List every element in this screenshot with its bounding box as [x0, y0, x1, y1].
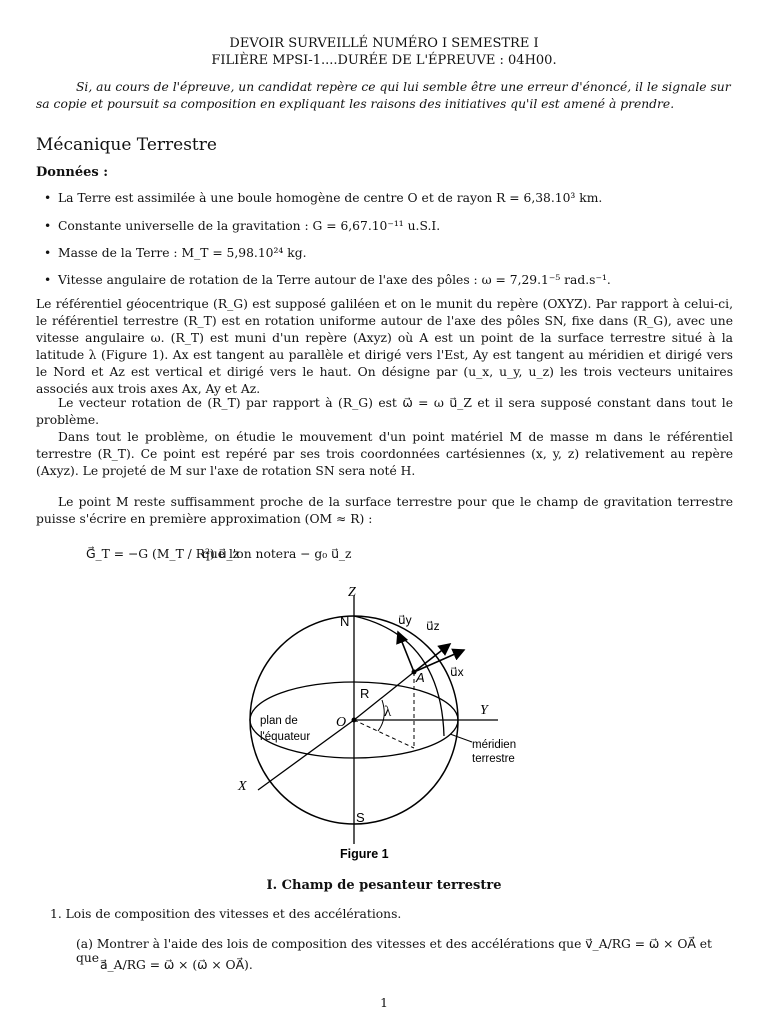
label-r: R	[360, 686, 370, 701]
section-title: Mécanique Terrestre	[36, 135, 217, 155]
figure-caption: Figure 1	[340, 847, 389, 861]
part-title: I. Champ de pesanteur terrestre	[266, 878, 502, 893]
paragraph: Le référentiel géocentrique (R_G) est supposé galiléen et on le munit du repère (OXYZ). Par rapport à celui-ci, le référentiel terrestre (R_T) est en rotation uniforme autour de l'axe des pôles SN, fixe dans (R_G), avec une vitesse angulaire ω. (R_T) est muni d'un repère (Axyz) où A est un point de la surface terrestre situé à la latitude λ (Figure 1). Ax est tangent au parallèle et dirigé vers l'Est, Ay est tangent au méridien et dirigé vers le Nord et Az est vertical et dirigé vers le haut. On désigne par (u_x, u_y, u_z) les trois vecteurs unitaires associés aux trois axes Ax, Ay et Az.	[36, 297, 733, 396]
bullet-item: • La Terre est assimilée à une boule homogène de centre O et de rayon R = 6,38.10³ km.	[58, 191, 602, 205]
page-number: 1	[380, 996, 388, 1010]
question-1a-line-1: (a) Montrer à l'aide des lois de composition des vitesses et des accélérations que v⃗_A/RG = ω⃗ × OA⃗ et que	[76, 937, 712, 965]
label-meridien-1: méridien	[472, 739, 517, 751]
header-line-1: DEVOIR SURVEILLÉ NUMÉRO I SEMESTRE I	[229, 36, 539, 51]
label-meridien-2: terrestre	[472, 753, 515, 765]
label-a: A	[416, 670, 425, 685]
label-ux: u⃗x	[450, 665, 464, 679]
header-line-2: FILIÈRE MPSI-1....DURÉE DE L'ÉPREUVE : 04H00.	[211, 53, 557, 68]
paragraph: Le point M reste suffisamment proche de la surface terrestre pour que le champ de gravitation terrestre puisse s'écrire en première approximation (OM ≈ R) :	[36, 495, 733, 526]
label-plan-1: plan de	[260, 715, 298, 727]
paragraph: Le vecteur rotation de (R_T) par rapport à (R_G) est ω⃗ = ω u⃗_Z et il sera supposé constant dans tout le problème.	[36, 396, 733, 427]
label-lambda: λ	[384, 704, 392, 720]
label-y: Y	[480, 703, 488, 718]
label-x: X	[238, 779, 247, 794]
projection-dashed-base	[354, 720, 414, 748]
label-plan-2: l'équateur	[260, 731, 311, 743]
bullet-item: • Masse de la Terre : M_T = 5,98.10²⁴ kg.	[58, 246, 306, 260]
label-n: N	[340, 614, 350, 629]
bullet-item: • Vitesse angulaire de rotation de la Terre autour de l'axe des pôles : ω = 7,29.1⁻⁵ rad.s⁻¹.	[58, 273, 611, 287]
label-z: Z	[348, 585, 356, 600]
equation-rhs: que l'on notera − g₀ u⃗_z	[202, 547, 352, 561]
meridian-pointer	[450, 734, 472, 742]
bullet-item: • Constante universelle de la gravitation : G = 6,67.10⁻¹¹ u.S.I.	[58, 219, 440, 233]
label-s: S	[356, 810, 365, 825]
label-uy: u⃗y	[398, 613, 412, 627]
intro-note: Si, au cours de l'épreuve, un candidat repère ce qui lui semble être une erreur d'énoncé, il le signale sur sa copie et poursuit sa composition en expliquant les raisons des initiatives qu'il est amené à prendre.	[36, 80, 731, 111]
question-1: 1. Lois de composition des vitesses et des accélérations.	[50, 907, 402, 921]
label-o: O	[336, 715, 347, 730]
figure-1	[236, 576, 532, 866]
uy-vector	[398, 632, 414, 672]
label-uz: u⃗z	[426, 619, 440, 633]
question-1a-line-2: a⃗_A/RG = ω⃗ × (ω⃗ × OA⃗).	[100, 958, 253, 972]
equation-lhs: G⃗_T = −G (M_T / R²) u⃗_z	[86, 547, 240, 561]
paragraph: Dans tout le problème, on étudie le mouvement d'un point matériel M de masse m dans le référentiel terrestre (R_T). Ce point est repéré par ses trois coordonnées cartésiennes (x, y, z) relativement au repère (Axyz). Le projeté de M sur l'axe de rotation SN sera noté H.	[36, 430, 733, 478]
donnees-title: Données :	[36, 165, 109, 180]
origin-point	[352, 718, 357, 723]
